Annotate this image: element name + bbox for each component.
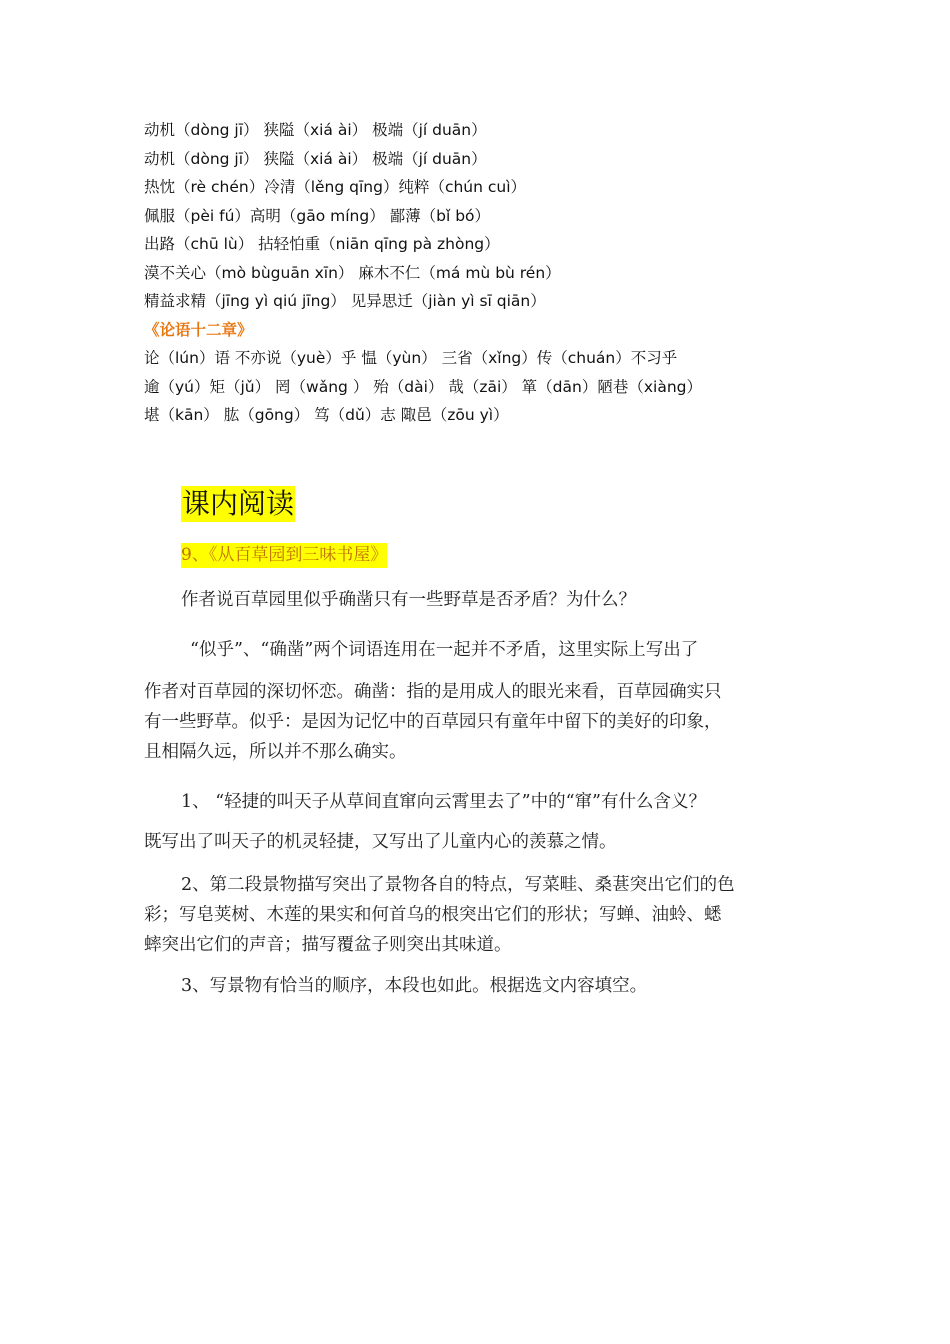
answer-1: 既写出了叫天子的机灵轻捷，又写出了儿童内心的羡慕之情。 xyxy=(144,832,617,852)
vocab-line: 精益求精（jīng yì qiú jīng） 见异思迁（jiàn yì sī qiān） xyxy=(144,292,546,310)
question-text: 作者说百草园里似乎确凿只有一些野草是否矛盾？为什么？ xyxy=(181,590,636,610)
vocab-line: 动机（dòng jī） 狭隘（xiá ài） 极端（jí duān） xyxy=(144,149,487,168)
vocab-line: 佩服（pèi fú）高明（gāo míng） 鄙薄（bǐ bó） xyxy=(144,206,491,225)
vocabulary-list xyxy=(144,116,702,430)
question-2-line: 彩；写皂荚树、木莲的果实和何首乌的根突出它们的形状；写蝉、油蛉、蟋 xyxy=(144,905,722,925)
answer-line: 作者对百草园的深切怀恋。确凿：指的是用成人的眼光来看，百草园确实只 xyxy=(144,682,722,702)
question-3: 3、写景物有恰当的顺序，本段也如此。根据选文内容填空。 xyxy=(181,976,648,996)
question-2-line: 蟀突出它们的声音；描写覆盆子则突出其味道。 xyxy=(144,935,512,955)
question-1: 1、 “轻捷的叫天子从草间直窜向云霄里去了”中的“窜”有什么含义？ xyxy=(181,792,706,812)
vocab-line: 出路（chū lù） 拈轻怕重（niān qīng pà zhòng） xyxy=(144,235,500,253)
section-heading: 课内阅读 xyxy=(182,487,295,520)
answer-line: 且相隔久远，所以并不那么确实。 xyxy=(144,742,407,762)
answer-line: “似乎”、“确凿”两个词语连用在一起并不矛盾，这里实际上写出了 xyxy=(190,640,699,660)
lunyu-line: 论（lún）语 不亦说（yuè）乎 愠（yùn） 三省（xǐng）传（chuán）不习乎 xyxy=(144,349,678,367)
answer-line: 有一些野草。似乎：是因为记忆中的百草园只有童年中留下的美好的印象， xyxy=(144,712,722,732)
lunyu-line: 堪（kān） 肱（gōng） 笃（dǔ）志 陬邑（zōu yì） xyxy=(144,406,509,424)
vocab-line: 动机（dòng jī） 狭隘（xiá ài） 极端（jí duān） xyxy=(144,121,487,139)
lesson-title: 9、《从百草园到三味书屋》 xyxy=(181,543,387,568)
vocab-line: 热忱（rè chén）冷清（lěng qīng）纯粹（chún cuì） xyxy=(144,178,527,196)
vocab-line: 漠不关心（mò bùguān xīn） 麻木不仁（má mù bù rén） xyxy=(144,263,561,282)
question-2-line: 2、第二段景物描写突出了景物各自的特点，写菜畦、桑葚突出它们的色 xyxy=(181,875,735,895)
lunyu-line: 逾（yú）矩（jǔ） 罔（wǎng ） 殆（dài） 哉（zāi） 箪（dān）陋巷（xiàng） xyxy=(144,377,702,396)
lunyu-title: 《论语十二章》 xyxy=(144,320,253,339)
